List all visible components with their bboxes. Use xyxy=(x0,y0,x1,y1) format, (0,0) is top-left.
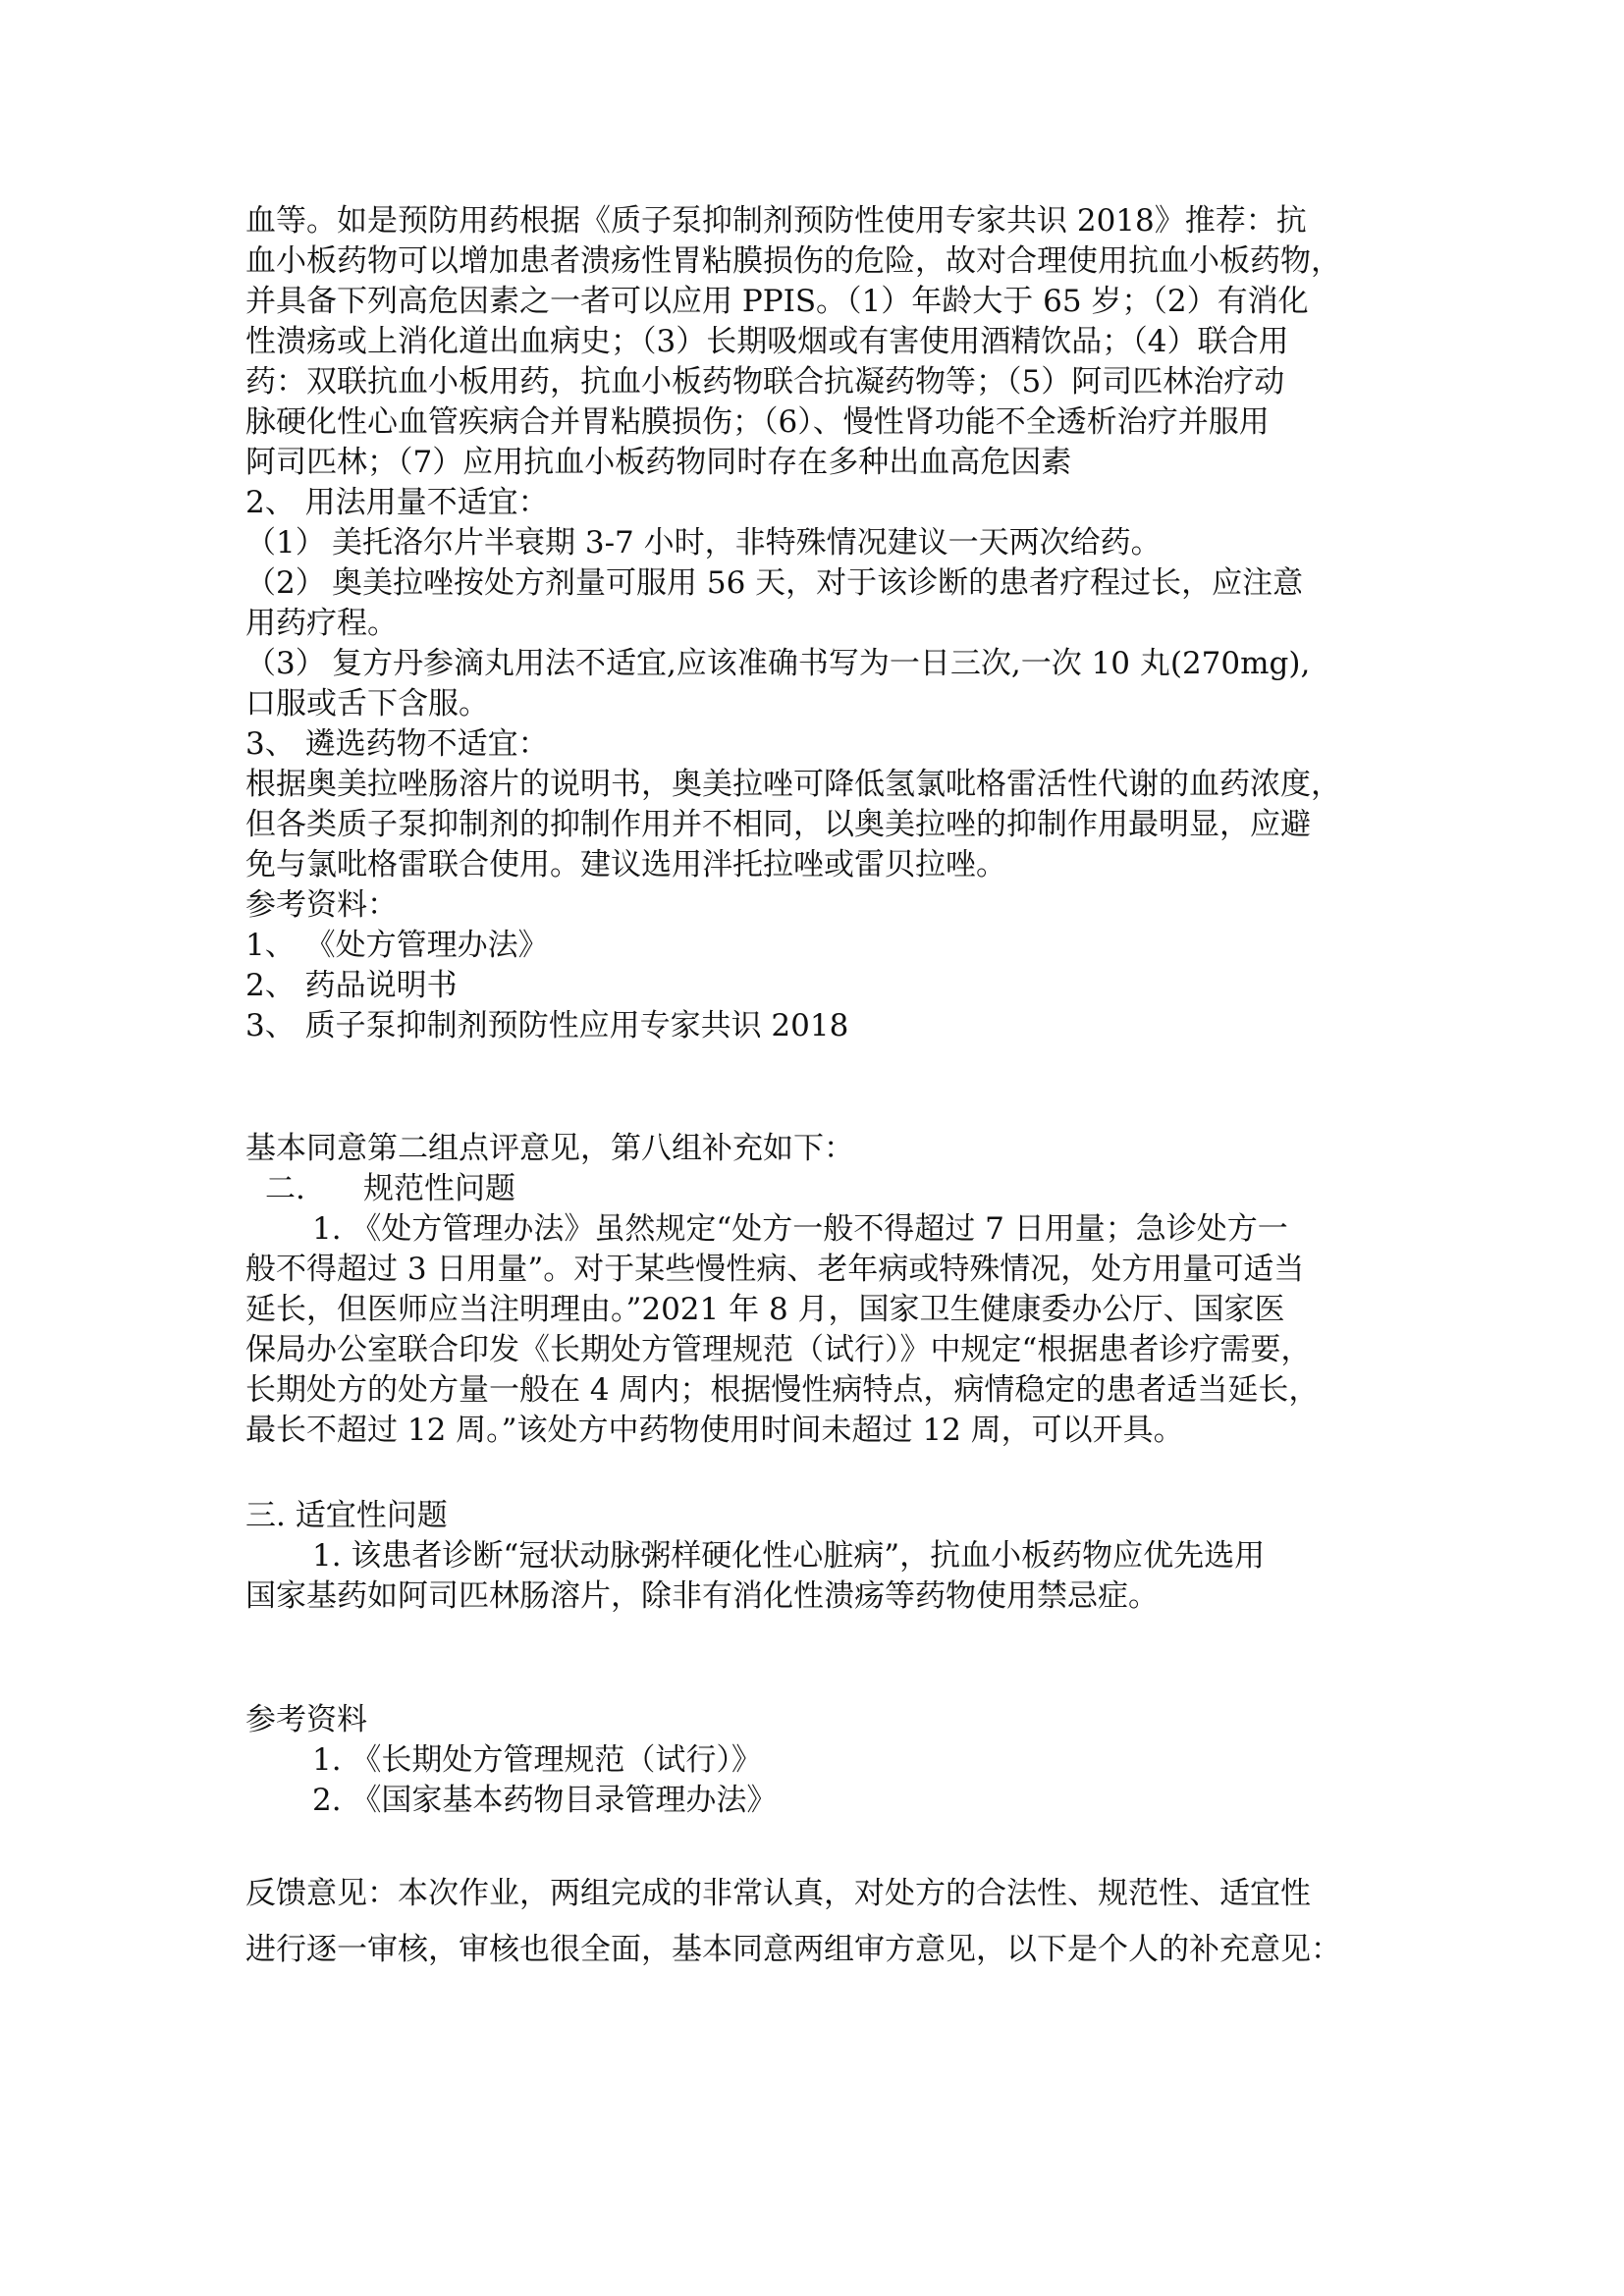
list-text: 奥美拉唑按处方剂量可服用 56 天，对于该诊断的患者疗程过长，应注意 xyxy=(332,565,1304,601)
list-text: 复方丹参滴丸用法不适宜,应该准确书写为一日三次,一次 10 丸(270mg), xyxy=(332,646,1311,681)
list-item xyxy=(245,563,1384,603)
section-number: 二. xyxy=(265,1171,305,1206)
references-heading: 参考资料 xyxy=(245,1702,367,1737)
reference-item: 1. 《长期处方管理规范（试行）》 xyxy=(312,1742,762,1778)
paragraph-line: 并具备下列高危因素之一者可以应用 PPIS。（1）年龄大于 65 岁；（2）有消化 xyxy=(245,284,1309,319)
section-heading xyxy=(265,1169,1404,1208)
paragraph-line: 免与氯吡格雷联合使用。建议选用泮托拉唑或雷贝拉唑。 xyxy=(245,847,1006,882)
list-text: 美托洛尔片半衰期 3-7 小时，非特殊情况建议一天两次给药。 xyxy=(332,525,1162,561)
feedback-line: 反馈意见：本次作业，两组完成的非常认真，对处方的合法性、规范性、适宜性 xyxy=(245,1876,1311,1911)
paragraph-line: 延长，但医师应当注明理由。”2021 年 8 月，国家卫生健康委办公厅、国家医 xyxy=(245,1292,1285,1327)
paragraph-line: 血小板药物可以增加患者溃疡性胃粘膜损伤的危险，故对合理使用抗血小板药物， xyxy=(245,243,1341,279)
paragraph-line: 国家基药如阿司匹林肠溶片，除非有消化性溃疡等药物使用禁忌症。 xyxy=(245,1578,1159,1614)
paragraph-line: 药：双联抗血小板用药，抗血小板药物联合抗凝药物等；（5）阿司匹林治疗动 xyxy=(245,364,1285,400)
feedback-line: 进行逐一审核，审核也很全面，基本同意两组审方意见，以下是个人的补充意见： xyxy=(245,1932,1341,1967)
section-heading: 2、 用法用量不适宜： xyxy=(245,485,549,520)
list-number: （1） xyxy=(245,525,326,561)
reference-item: 2. 《国家基本药物目录管理办法》 xyxy=(312,1783,778,1818)
list-item xyxy=(245,644,1384,683)
list-number: （3） xyxy=(245,646,326,681)
paragraph-line: 长期处方的处方量一般在 4 周内；根据慢性病特点，病情稳定的患者适当延长， xyxy=(245,1372,1320,1408)
reference-item: 1、 《处方管理办法》 xyxy=(245,928,549,963)
reference-item: 3、 质子泵抑制剂预防性应用专家共识 2018 xyxy=(245,1008,849,1043)
list-item xyxy=(245,523,1384,562)
reference-item: 2、 药品说明书 xyxy=(245,968,458,1003)
paragraph-line: 阿司匹林；（7）应用抗血小板药物同时存在多种出血高危因素 xyxy=(245,445,1072,480)
paragraph-line: 口服或舌下含服。 xyxy=(245,686,489,721)
list-number: （2） xyxy=(245,565,326,601)
section-heading: 三. 适宜性问题 xyxy=(245,1498,448,1533)
section-title: 规范性问题 xyxy=(363,1171,515,1206)
paragraph-line: 用药疗程。 xyxy=(245,606,398,641)
paragraph-line: 最长不超过 12 周。”该处方中药物使用时间未超过 12 周，可以开具。 xyxy=(245,1413,1184,1448)
paragraph-line: 基本同意第二组点评意见，第八组补充如下： xyxy=(245,1131,854,1166)
paragraph-line: 保局办公室联合印发《长期处方管理规范（试行）》中规定“根据患者诊疗需要， xyxy=(245,1332,1312,1367)
paragraph-line: 脉硬化性心血管疾病合并胃粘膜损伤；（6）、慢性肾功能不全透析治疗并服用 xyxy=(245,404,1270,440)
paragraph-line: 性溃疡或上消化道出血病史；（3）长期吸烟或有害使用酒精饮品；（4）联合用 xyxy=(245,324,1289,359)
section-heading: 3、 遴选药物不适宜： xyxy=(245,726,549,762)
paragraph-line: 根据奥美拉唑肠溶片的说明书，奥美拉唑可降低氢氯吡格雷活性代谢的血药浓度， xyxy=(245,767,1341,802)
paragraph-line: 1. 《处方管理办法》虽然规定“处方一般不得超过 7 日用量；急诊处方一 xyxy=(312,1211,1288,1247)
references-heading: 参考资料： xyxy=(245,887,398,923)
paragraph-line: 1. 该患者诊断“冠状动脉粥样硬化性心脏病”，抗血小板药物应优先选用 xyxy=(312,1538,1266,1574)
paragraph-line: 血等。如是预防用药根据《质子泵抑制剂预防性使用专家共识 2018》推荐：抗 xyxy=(245,203,1307,239)
paragraph-line: 般不得超过 3 日用量”。对于某些慢性病、老年病或特殊情况，处方用量可适当 xyxy=(245,1252,1305,1287)
paragraph-line: 但各类质子泵抑制剂的抑制作用并不相同，以奥美拉唑的抑制作用最明显，应避 xyxy=(245,807,1311,842)
